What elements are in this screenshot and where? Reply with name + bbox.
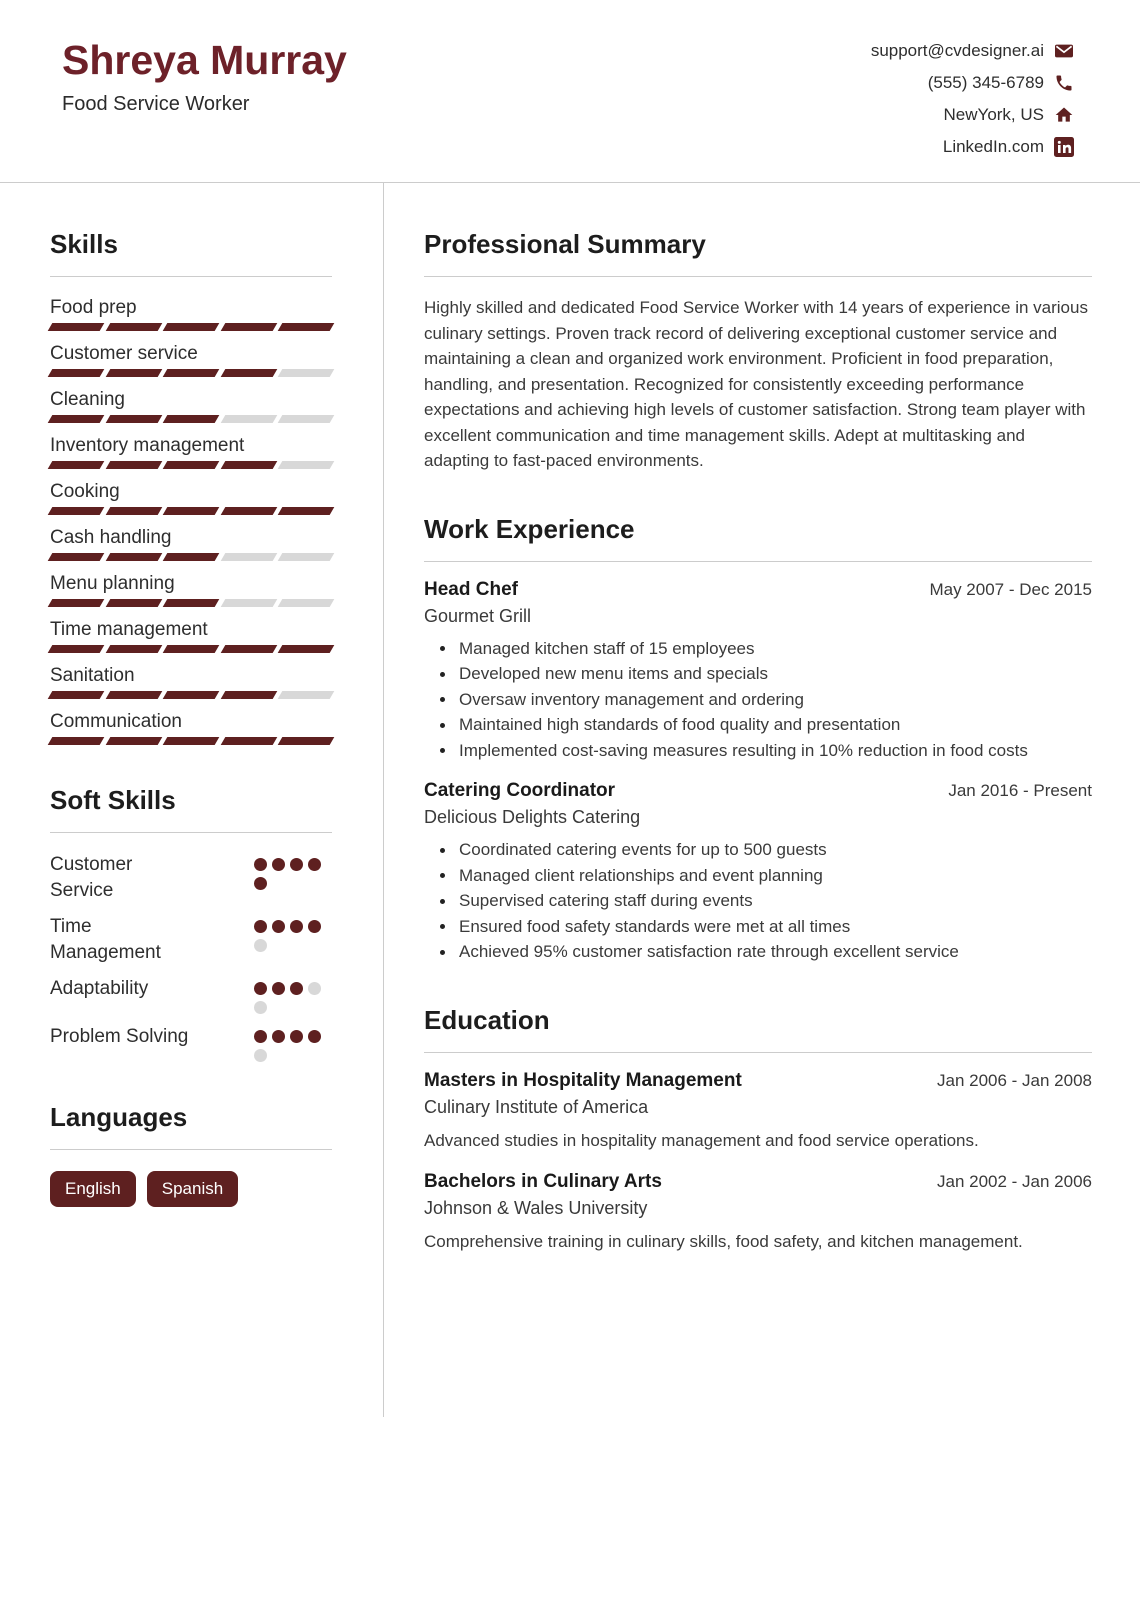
job-title: Head Chef [424, 578, 518, 600]
job-entry [424, 578, 1092, 764]
skill-item [50, 296, 332, 331]
soft-skill-label: Adaptability [50, 978, 149, 999]
home-icon [1054, 105, 1074, 125]
resume-header [0, 0, 1140, 183]
soft-skill-dots [254, 914, 332, 966]
job-title: Catering Coordinator [424, 780, 616, 801]
school-name: Culinary Institute of America [424, 1096, 649, 1117]
skill-item [50, 526, 332, 561]
education-entry [424, 1170, 1092, 1255]
linkedin-icon [1054, 137, 1074, 157]
skill-item [50, 664, 332, 699]
skill-item [50, 572, 332, 607]
resume-body [0, 183, 1140, 1272]
phone-icon [1054, 73, 1074, 93]
skill-level-bar [50, 461, 332, 469]
skills-section [50, 229, 332, 745]
sidebar [50, 183, 332, 1272]
job-bullet: Oversaw inventory management and ordering [424, 687, 1092, 713]
skills-list [50, 296, 332, 745]
education-description: Comprehensive training in culinary skills, food safety, and kitchen management. [424, 1232, 1023, 1251]
education-header [424, 1069, 1092, 1093]
skill-item [50, 618, 332, 653]
contact-phone[interactable] [928, 72, 1074, 94]
education-entry [424, 1069, 1092, 1154]
skill-level-bar [50, 323, 332, 331]
job-bullet-list [424, 837, 1092, 965]
person-name: Shreya Murray [62, 37, 347, 83]
soft-skill-label: Customer Service [50, 854, 133, 901]
education-dates: Jan 2006 - Jan 2008 [936, 1070, 1092, 1090]
languages-list [50, 1171, 332, 1207]
soft-skills-section [50, 785, 332, 1062]
skill-level-bar [50, 369, 332, 377]
main-column [424, 183, 1092, 1272]
contact-phone-text: (555) 345-6789 [927, 73, 1044, 92]
contact-linkedin-text: LinkedIn.com [942, 137, 1044, 156]
education-description: Advanced studies in hospitality management and food service operations. [424, 1130, 979, 1150]
experience-title-rule [424, 561, 1092, 562]
soft-skill-item [50, 852, 332, 904]
job-dates: Jan 2016 - Present [948, 781, 1092, 800]
soft-skill-item [50, 1024, 332, 1062]
education-title: Education [424, 1004, 550, 1035]
summary-section [424, 229, 1092, 474]
soft-skill-item [50, 976, 332, 1014]
soft-skill-label: Time Management [50, 916, 161, 963]
skill-label: Inventory management [50, 435, 245, 456]
skill-item [50, 434, 332, 469]
skill-item [50, 342, 332, 377]
job-bullet: Supervised catering staff during events [424, 888, 1092, 914]
contact-email-text: support@cvdesigner.ai [870, 41, 1044, 60]
job-bullet: Achieved 95% customer satisfaction rate through excellent service [424, 939, 1092, 965]
skill-label: Sanitation [50, 665, 135, 686]
skill-level-bar [50, 599, 332, 607]
job-bullet: Managed client relationships and event planning [424, 863, 1092, 889]
languages-title: Languages [50, 1102, 188, 1132]
job-bullet: Ensured food safety standards were met at all times [424, 914, 1092, 940]
job-entry [424, 779, 1092, 965]
soft-skill-dots [254, 852, 332, 904]
skill-label: Food prep [50, 297, 137, 318]
soft-skills-list [50, 852, 332, 1062]
skill-level-bar [50, 507, 332, 515]
contact-location[interactable] [944, 104, 1074, 126]
contact-email[interactable] [871, 40, 1074, 62]
education-dates: Jan 2002 - Jan 2006 [936, 1172, 1092, 1191]
job-bullet: Developed new menu items and specials [424, 661, 1092, 687]
skill-label: Cooking [50, 481, 120, 502]
skills-title-rule [50, 276, 332, 277]
skill-level-bar [50, 737, 332, 745]
job-bullet: Implemented cost-saving measures resulting in 10% reduction in food costs [424, 738, 1092, 764]
contact-block [871, 34, 1074, 182]
soft-skills-title-rule [50, 832, 332, 833]
school-name: Johnson & Wales University [424, 1198, 648, 1218]
skill-item [50, 388, 332, 423]
job-bullet: Maintained high standards of food quality and presentation [424, 712, 1092, 738]
summary-title: Professional Summary [424, 229, 706, 259]
soft-skills-title: Soft Skills [50, 785, 176, 815]
soft-skill-dots [254, 976, 332, 1014]
job-bullet-list [424, 636, 1092, 764]
education-title-rule [424, 1052, 1092, 1053]
skills-title: Skills [50, 229, 118, 259]
skill-label: Menu planning [50, 573, 175, 594]
job-bullet: Managed kitchen staff of 15 employees [424, 636, 1092, 662]
contact-location-text: NewYork, US [943, 105, 1044, 124]
soft-skill-item [50, 914, 332, 966]
soft-skill-dots [254, 1024, 332, 1062]
job-company: Delicious Delights Catering [424, 807, 641, 827]
skill-item [50, 480, 332, 515]
skill-level-bar [50, 645, 332, 653]
education-header [424, 1170, 1092, 1194]
language-badge: Spanish [147, 1171, 238, 1207]
education-section [424, 1005, 1092, 1255]
skill-label: Customer service [50, 343, 198, 364]
skill-level-bar [50, 415, 332, 423]
skill-label: Time management [50, 619, 208, 640]
skill-label: Communication [50, 711, 182, 732]
language-badge: English [50, 1171, 136, 1207]
job-header [424, 578, 1092, 602]
experience-section [424, 514, 1092, 965]
skill-level-bar [50, 691, 332, 699]
job-header [424, 779, 1092, 803]
job-company: Gourmet Grill [424, 605, 532, 626]
skill-item [50, 710, 332, 745]
job-dates: May 2007 - Dec 2015 [929, 579, 1092, 599]
skill-label: Cleaning [50, 389, 125, 410]
degree-title: Masters in Hospitality Management [424, 1069, 742, 1091]
skill-label: Cash handling [50, 527, 172, 548]
job-bullet: Coordinated catering events for up to 500 guests [424, 837, 1092, 863]
languages-title-rule [50, 1149, 332, 1150]
column-divider [383, 183, 384, 1417]
summary-text: Highly skilled and dedicated Food Service Worker with 14 years of experience in various culinary settings. Proven track record of delivering exceptional customer service and maintaining a clean and organized work environment. Proficient in food preparation, handling, and presentation. Recognized for consistently exceeding performance expectations and achieving high levels of customer satisfaction. Strong team player with excellent communication and time management skills. Adept at multitasking and adapting to fast-paced environments. [424, 298, 1088, 470]
contact-linkedin[interactable] [943, 136, 1074, 158]
skill-level-bar [50, 553, 332, 561]
person-job-title: Food Service Worker [62, 93, 250, 115]
degree-title: Bachelors in Culinary Arts [424, 1171, 662, 1192]
soft-skill-label: Problem Solving [50, 1026, 189, 1047]
languages-section [50, 1102, 332, 1207]
experience-title: Work Experience [424, 513, 635, 544]
email-icon [1054, 41, 1074, 61]
identity-block [62, 34, 347, 182]
summary-title-rule [424, 276, 1092, 277]
